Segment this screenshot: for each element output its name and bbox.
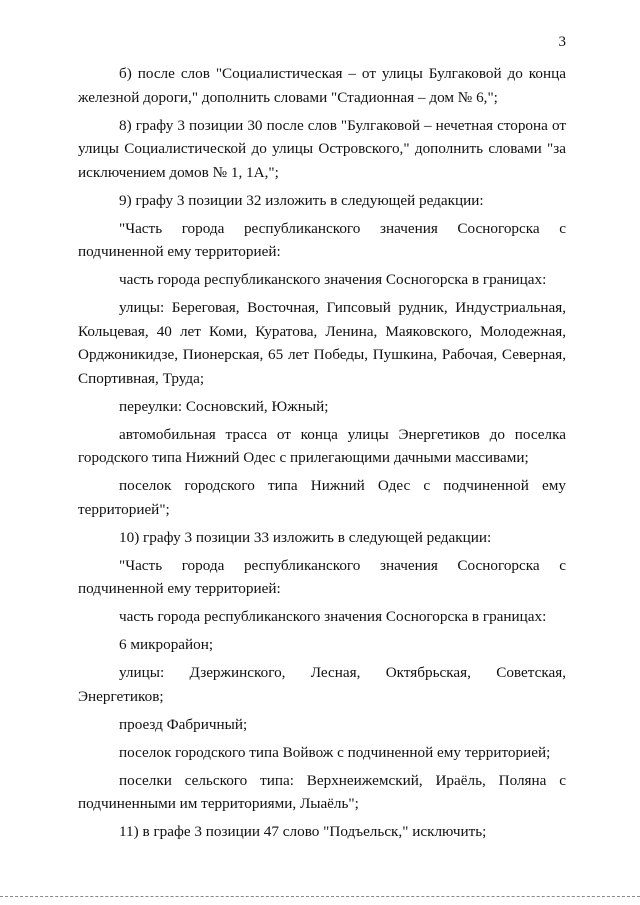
- paragraph: часть города республиканского значения Сосногорска в границах:: [119, 608, 547, 625]
- paragraph: улицы: Дзержинского, Лесная, Октябрьская, Советская, Энергетиков;: [78, 664, 566, 705]
- paragraph: переулки: Сосновский, Южный;: [119, 397, 329, 415]
- paragraph: 6 микрорайон;: [119, 636, 214, 653]
- paragraph: 9) графу 3 позиции 32 изложить в следующей редакции:: [119, 191, 484, 209]
- paragraph: "Часть города республиканского значения Сосногорска с подчиненной ему территорией:: [78, 219, 566, 260]
- paragraph: поселки сельского типа: Верхнеижемский, Ираёль, Поляна с подчиненными им территориями, Лыаёль";: [78, 771, 566, 812]
- document-body: [78, 62, 566, 848]
- paragraph: поселок городского типа Войвож с подчиненной ему территорией;: [119, 743, 551, 761]
- paragraph: "Часть города республиканского значения Сосногорска с подчиненной ему территорией:: [78, 556, 566, 597]
- paragraph: 11) в графе 3 позиции 47 слово "Подъельск," исключить;: [119, 823, 487, 840]
- paragraph: поселок городского типа Нижний Одес с подчиненной ему территорией";: [78, 477, 566, 518]
- paragraph: часть города республиканского значения Сосногорска в границах:: [119, 271, 547, 288]
- paragraph: 10) графу 3 позиции 33 изложить в следующей редакции:: [119, 528, 492, 546]
- page-number: 3: [558, 34, 566, 50]
- paragraph: автомобильная трасса от конца улицы Энергетиков до поселка городского типа Нижний Одес с прилегающими дачными массивами;: [78, 425, 566, 466]
- bottom-divider: [0, 896, 640, 897]
- paragraph: улицы: Береговая, Восточная, Гипсовый рудник, Индустриальная, Кольцевая, 40 лет Коми, Куратова, Ленина, Маяковского, Молодежная, Орджоникидзе, Пионерская, 65 лет Победы, Пушкина, Рабочая, Северная, Спортивная, Труда;: [78, 299, 566, 387]
- paragraph: 8) графу 3 позиции 30 после слов "Булгаковой – нечетная сторона от улицы Социалистической до улицы Островского," дополнить словами "за исключением домов № 1, 1А,";: [78, 116, 566, 181]
- paragraph: б) после слов "Социалистическая – от улицы Булгаковой до конца железной дороги," дополнить словами "Стадионная – дом № 6,";: [78, 65, 566, 106]
- paragraph: проезд Фабричный;: [119, 715, 248, 733]
